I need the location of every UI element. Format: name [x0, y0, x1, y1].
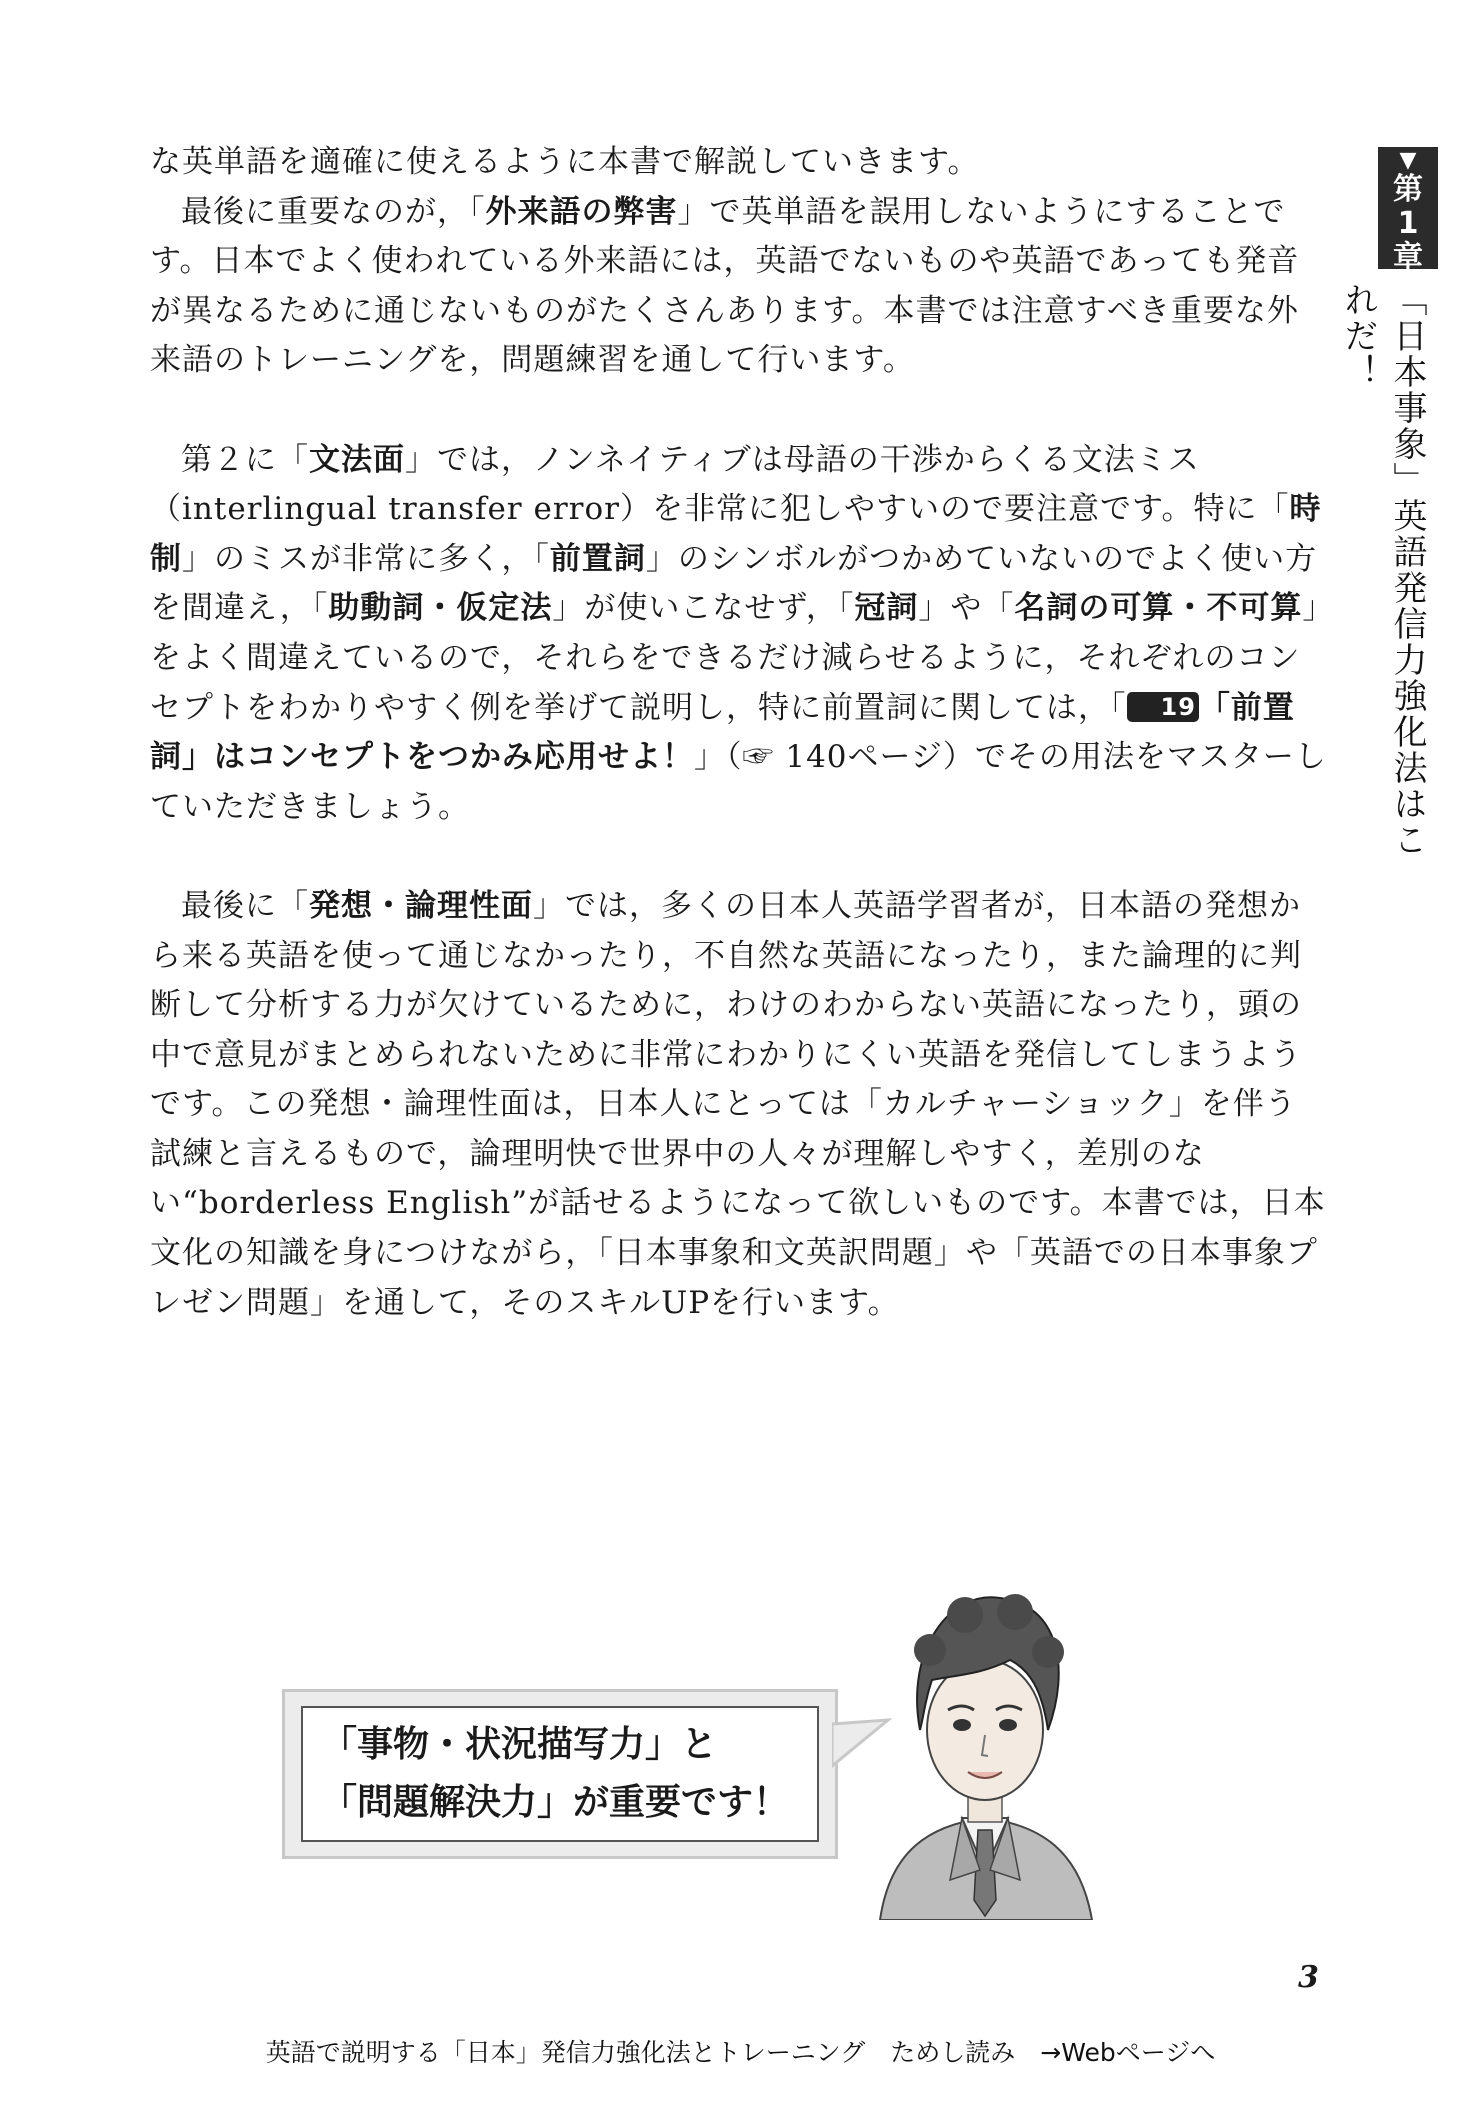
bold-section-title: 「前置詞」はコンセプトをつかみ応用せよ！: [150, 689, 1295, 776]
paragraph-2: [150, 188, 1328, 386]
text-span: 」のシンボルがつかめていないのでよく使い方を間違え，「: [150, 540, 1318, 627]
chapter-tab-char-1: 第: [1393, 172, 1423, 207]
text-span: 」では，ノンネイティブは母語の干渉からくる文法ミス（interlingual transfer error）を非常に犯しやすいので要注意です。特に「: [150, 441, 1290, 528]
text-span: 」（☞ 140ページ）でその用法をマスターしていただきましょう。: [150, 739, 1327, 825]
body-text: [150, 138, 1328, 1328]
chapter-marker-icon: ▼: [1399, 148, 1417, 173]
text-span: 第２に「: [181, 441, 309, 478]
chapter-vertical-title: 「日本事象」英語発信力強化法はこれだ！: [1338, 282, 1427, 858]
text-span: 」や「: [918, 590, 1015, 627]
chapter-tab-char-2: 1: [1397, 206, 1419, 241]
speech-bubble-line-1: 「事物・状況描写力」と: [321, 1724, 718, 1765]
speech-bubble: [282, 1689, 838, 1859]
bold-term: 冠詞: [854, 590, 919, 627]
paragraph-4: [150, 882, 1328, 1328]
chapter-tab-char-3: 章: [1393, 240, 1423, 275]
chapter-tab: [1378, 147, 1438, 275]
bold-term: 外来語の弊害: [485, 193, 678, 230]
page-number: 3: [1298, 1960, 1319, 1995]
paragraph-gap: [150, 386, 1328, 436]
paragraph-gap: [150, 832, 1328, 882]
bold-term: 助動詞・仮定法: [328, 590, 553, 627]
text-span: 」のミスが非常に多く，「: [182, 540, 550, 577]
speech-bubble-text: [301, 1706, 819, 1842]
text-span: 」をよく間違えているので，それらをできるだけ減らせるように，それぞれのコンセプトをわかりやすく例を挙げて説明し，特に前置詞に関しては，「: [150, 590, 1319, 726]
section-number-badge: 19: [1127, 692, 1199, 722]
text-span: 」が使いこなせず，「: [552, 590, 855, 627]
paragraph-3: [150, 436, 1328, 833]
footer-link[interactable]: 英語で説明する「日本」発信力強化法とトレーニング ためし読み →Webページへ: [265, 2038, 1216, 2067]
text-span: 」では，多くの日本人英語学習者が，日本語の発想から来る英語を使って通じなかったり，不自然な英語になったり，また論理的に判断して分析する力が欠けているために，わけのわからない英語になったり，頭の中で意見がまとめられないために非常にわかりにくい英語を発信してしまうようです。この発想・論理性面は，日本人にとっては「カルチャーショック」を伴う試練と言えるもので，論理明快で世界中の人々が理解しやすく，差別のない“borderless English”が話せるようになって欲しいものです。本書では，日本文化の知識を身につけながら，「日本事象和文英訳問題」や「英語での日本事象プレゼン問題」を通して，そのスキルUPを行います。: [150, 887, 1326, 1321]
speech-bubble-line-2: 「問題解決力」が重要です！: [321, 1782, 790, 1823]
bold-term: 文法面: [309, 441, 405, 478]
teacher-illustration: [870, 1580, 1100, 1920]
text-span: 」で英単語を誤用しないようにすることです。日本でよく使われている外来語には，英語でないものや英語であっても発音が異なるために通じないものがたくさんあります。本書では注意すべき重要な外来語のトレーニングを，問題練習を通して行います。: [150, 193, 1300, 379]
text-span: 最後に「: [181, 887, 309, 924]
paragraph-1: な英単語を適確に使えるように本書で解説していきます。: [150, 144, 980, 180]
bold-term: 時制: [150, 491, 1322, 577]
bold-term: 発想・論理性面: [309, 887, 533, 924]
text-span: 最後に重要なのが，「: [181, 193, 486, 230]
bold-term: 前置詞: [549, 540, 646, 577]
bold-term: 名詞の可算・不可算: [1014, 590, 1303, 627]
